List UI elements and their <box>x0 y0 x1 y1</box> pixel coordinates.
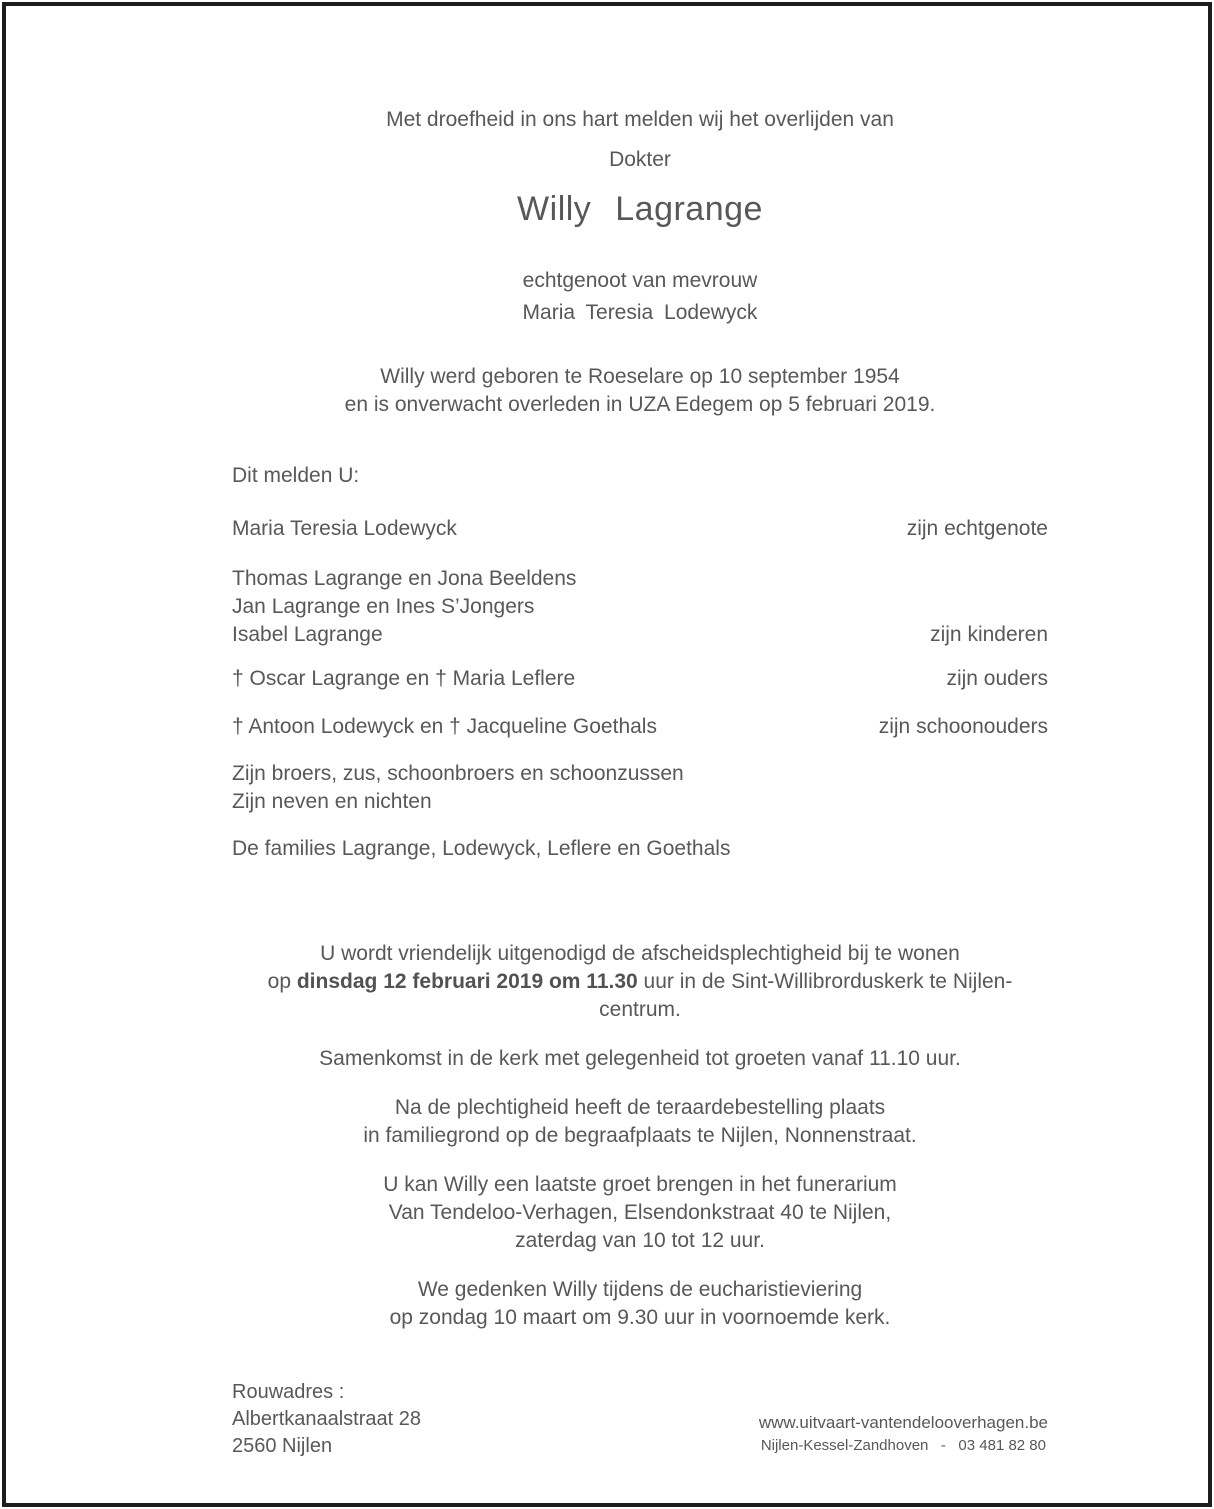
relative-entry-parents <box>232 665 1048 693</box>
relative-names <box>232 565 930 649</box>
spouse-name: Maria Teresia Lodewyck <box>522 301 758 324</box>
ceremony-datetime: dinsdag 12 februari 2019 om 11.30 <box>296 970 638 993</box>
ceremony-section <box>232 940 1048 1332</box>
relative-name: Thomas Lagrange en Jona Beeldens <box>232 567 577 590</box>
relation-label: zijn ouders <box>946 667 1048 690</box>
funeral-home-website: www.uitvaart-vantendelooverhagen.be <box>758 1413 1048 1432</box>
invitation-line2-prefix: op <box>267 970 297 993</box>
relative-name: † Antoon Lodewyck en † Jacqueline Goethals <box>232 715 657 738</box>
farewell-line1: U kan Willy een laatste groet brengen in het funerarium <box>383 1173 897 1196</box>
relative-name: Zijn broers, zus, schoonbroers en schoonzussen <box>232 762 684 785</box>
relative-name: Maria Teresia Lodewyck <box>232 517 457 540</box>
relative-names <box>232 835 1048 863</box>
mourning-address-street: Albertkanaalstraat 28 <box>232 1408 422 1430</box>
gathering-line: Samenkomst in de kerk met gelegenheid tot groeten vanaf 11.10 uur. <box>319 1047 961 1070</box>
invitation-paragraph <box>232 940 1048 1024</box>
spouse-intro: echtgenoot van mevrouw <box>522 269 758 292</box>
death-line: en is onverwacht overleden in UZA Edegem op 5 februari 2019. <box>344 393 936 416</box>
intro-line: Met droefheid in ons hart melden wij het overlijden van <box>386 108 894 131</box>
deceased-name: Willy Lagrange <box>517 190 763 228</box>
announcement-heading: Dit melden U: <box>232 464 360 487</box>
birth-death-block <box>232 363 1048 419</box>
footer <box>232 1379 1048 1460</box>
relative-name: Jan Lagrange en Ines S’Jongers <box>232 595 535 618</box>
relative-names <box>232 665 946 693</box>
relation-label: zijn kinderen <box>930 623 1048 646</box>
header-block <box>232 106 1048 419</box>
relation-label: zijn echtgenote <box>906 517 1048 540</box>
mourning-address-city: 2560 Nijlen <box>232 1435 333 1457</box>
relative-entry-families <box>232 835 1048 863</box>
relation-label: zijn schoonouders <box>878 715 1048 738</box>
farewell-paragraph <box>232 1171 1048 1255</box>
funeral-home-contact: Nijlen-Kessel-Zandhoven - 03 481 82 80 <box>760 1437 1046 1454</box>
relative-names <box>232 515 907 543</box>
farewell-line2: Van Tendeloo-Verhagen, Elsendonkstraat 40 te Nijlen, <box>388 1201 892 1224</box>
invitation-line1: U wordt vriendelijk uitgenodigd de afscheidsplechtigheid bij te wonen <box>320 942 960 965</box>
obituary-content <box>6 6 1208 1503</box>
relative-entry-children <box>232 565 1048 649</box>
burial-paragraph <box>232 1094 1048 1150</box>
relative-entry-siblings <box>232 760 1048 816</box>
mourning-address-label: Rouwadres : <box>232 1381 345 1403</box>
relative-entry-spouse <box>232 515 1048 543</box>
relative-name: Zijn neven en nichten <box>232 790 432 813</box>
remembrance-paragraph <box>232 1276 1048 1332</box>
farewell-line3: zaterdag van 10 tot 12 uur. <box>515 1229 765 1252</box>
burial-line2: in familiegrond op de begraafplaats te Nijlen, Nonnenstraat. <box>363 1124 917 1147</box>
relative-name: † Oscar Lagrange en † Maria Leflere <box>232 667 576 690</box>
obituary-card <box>2 2 1212 1507</box>
relative-names <box>232 713 879 741</box>
remembrance-line1: We gedenken Willy tijdens de eucharistieviering <box>417 1278 863 1301</box>
relative-names <box>232 760 1048 816</box>
burial-line1: Na de plechtigheid heeft de teraardebestelling plaats <box>394 1096 886 1119</box>
invitation-line2-suffix: uur in de Sint-Willibrorduskerk te Nijlen-centrum. <box>599 970 1013 1021</box>
remembrance-line2: op zondag 10 maart om 9.30 uur in voornoemde kerk. <box>389 1306 891 1329</box>
title-prefix: Dokter <box>609 148 671 171</box>
mourning-address-block <box>232 1379 421 1460</box>
relative-name: De families Lagrange, Lodewyck, Leflere en Goethals <box>232 837 731 860</box>
announcement-section <box>232 462 1048 863</box>
birth-line: Willy werd geboren te Roeselare op 10 september 1954 <box>380 365 900 388</box>
funeral-home-block <box>759 1412 1048 1456</box>
relative-name: Isabel Lagrange <box>232 623 383 646</box>
relative-entry-parents-in-law <box>232 713 1048 741</box>
